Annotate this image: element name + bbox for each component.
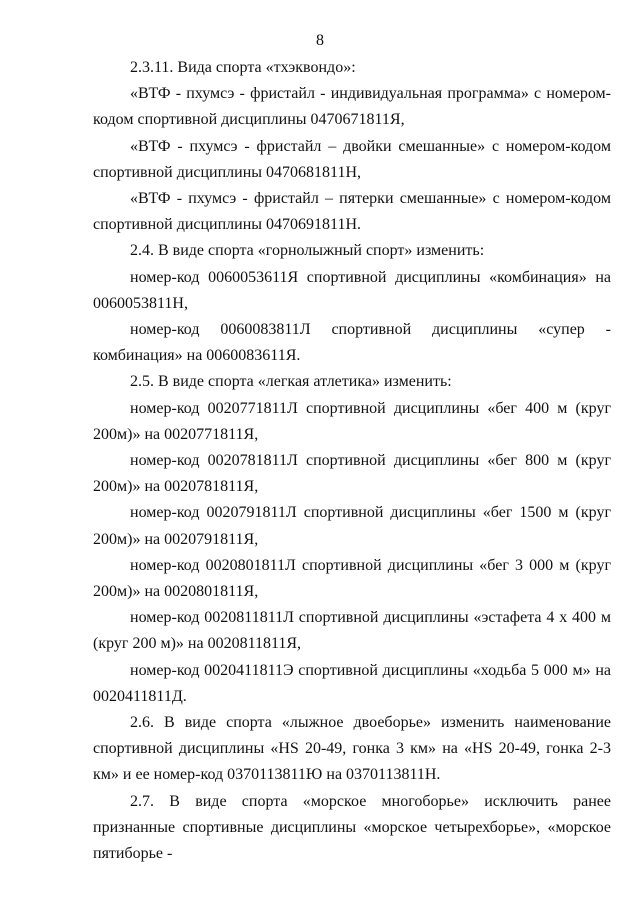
paragraph-vtf-pairs: «ВТФ - пхумсэ - фристайл – двойки смешанные» с номером-кодом спортивной дисциплины 0470681811Н, (93, 137, 611, 181)
paragraph-2-4-heading: 2.4. В виде спорта «горнолыжный спорт» изменить: (130, 242, 485, 260)
paragraph-run-800: номер-код 0020781811Л спортивной дисциплины «бег 800 м (круг 200м)» на 0020781811Я, (93, 452, 611, 496)
paragraph-run-1500: номер-код 0020791811Л спортивной дисциплины «бег 1500 м (круг 200м)» на 0020791811Я, (93, 504, 611, 548)
paragraph-run-400: номер-код 0020771811Л спортивной дисциплины «бег 400 м (круг 200м)» на 0020771811Я, (93, 399, 611, 443)
page-number: 8 (316, 32, 324, 49)
paragraph-relay: номер-код 0020811811Л спортивной дисциплины «эстафета 4 х 400 м (круг 200 м)» на 0020811811Я, (93, 609, 611, 653)
paragraph-vtf-individual: «ВТФ - пхумсэ - фристайл - индивидуальная программа» с номером-кодом спортивной дисциплины 0470671811Я, (93, 85, 611, 129)
paragraph-2-3-11-heading: 2.3.11. Вида спорта «тхэквондо»: (130, 59, 356, 76)
paragraph-super-combination: номер-код 0060083811Л спортивной дисциплины «супер - комбинация» на 0060083611Я. (93, 321, 611, 365)
paragraph-combination: номер-код 0060053611Я спортивной дисциплины «комбинация» на 0060053811Н, (93, 268, 611, 312)
paragraph-run-3000: номер-код 0020801811Л спортивной дисциплины «бег 3 000 м (круг 200м)» на 0020801811Я, (93, 556, 611, 601)
paragraph-2-7: 2.7. В виде спорта «морское многоборье» исключить ранее признанные спортивные дисциплины «морское четырехборье», «морское пятиборье - (93, 792, 611, 863)
paragraph-walk: номер-код 0020411811Э спортивной дисциплины «ходьба 5 000 м» на 0020411811Д. (93, 661, 611, 705)
paragraph-2-6: 2.6. В виде спорта «лыжное двоеборье» изменить наименование спортивной дисциплины «HS 20-49, гонка 3 км» на «HS 20-49, гонка 2-3 км» и ее номер-код 0370113811Ю на 0370113811Н. (93, 714, 611, 784)
paragraph-2-5-heading: 2.5. В виде спорта «легкая атлетика» изменить: (130, 373, 452, 391)
paragraph-vtf-fives: «ВТФ - пхумсэ - фристайл – пятерки смешанные» с номером-кодом спортивной дисциплины 0470691811Н. (93, 190, 611, 234)
document-body (93, 55, 611, 867)
